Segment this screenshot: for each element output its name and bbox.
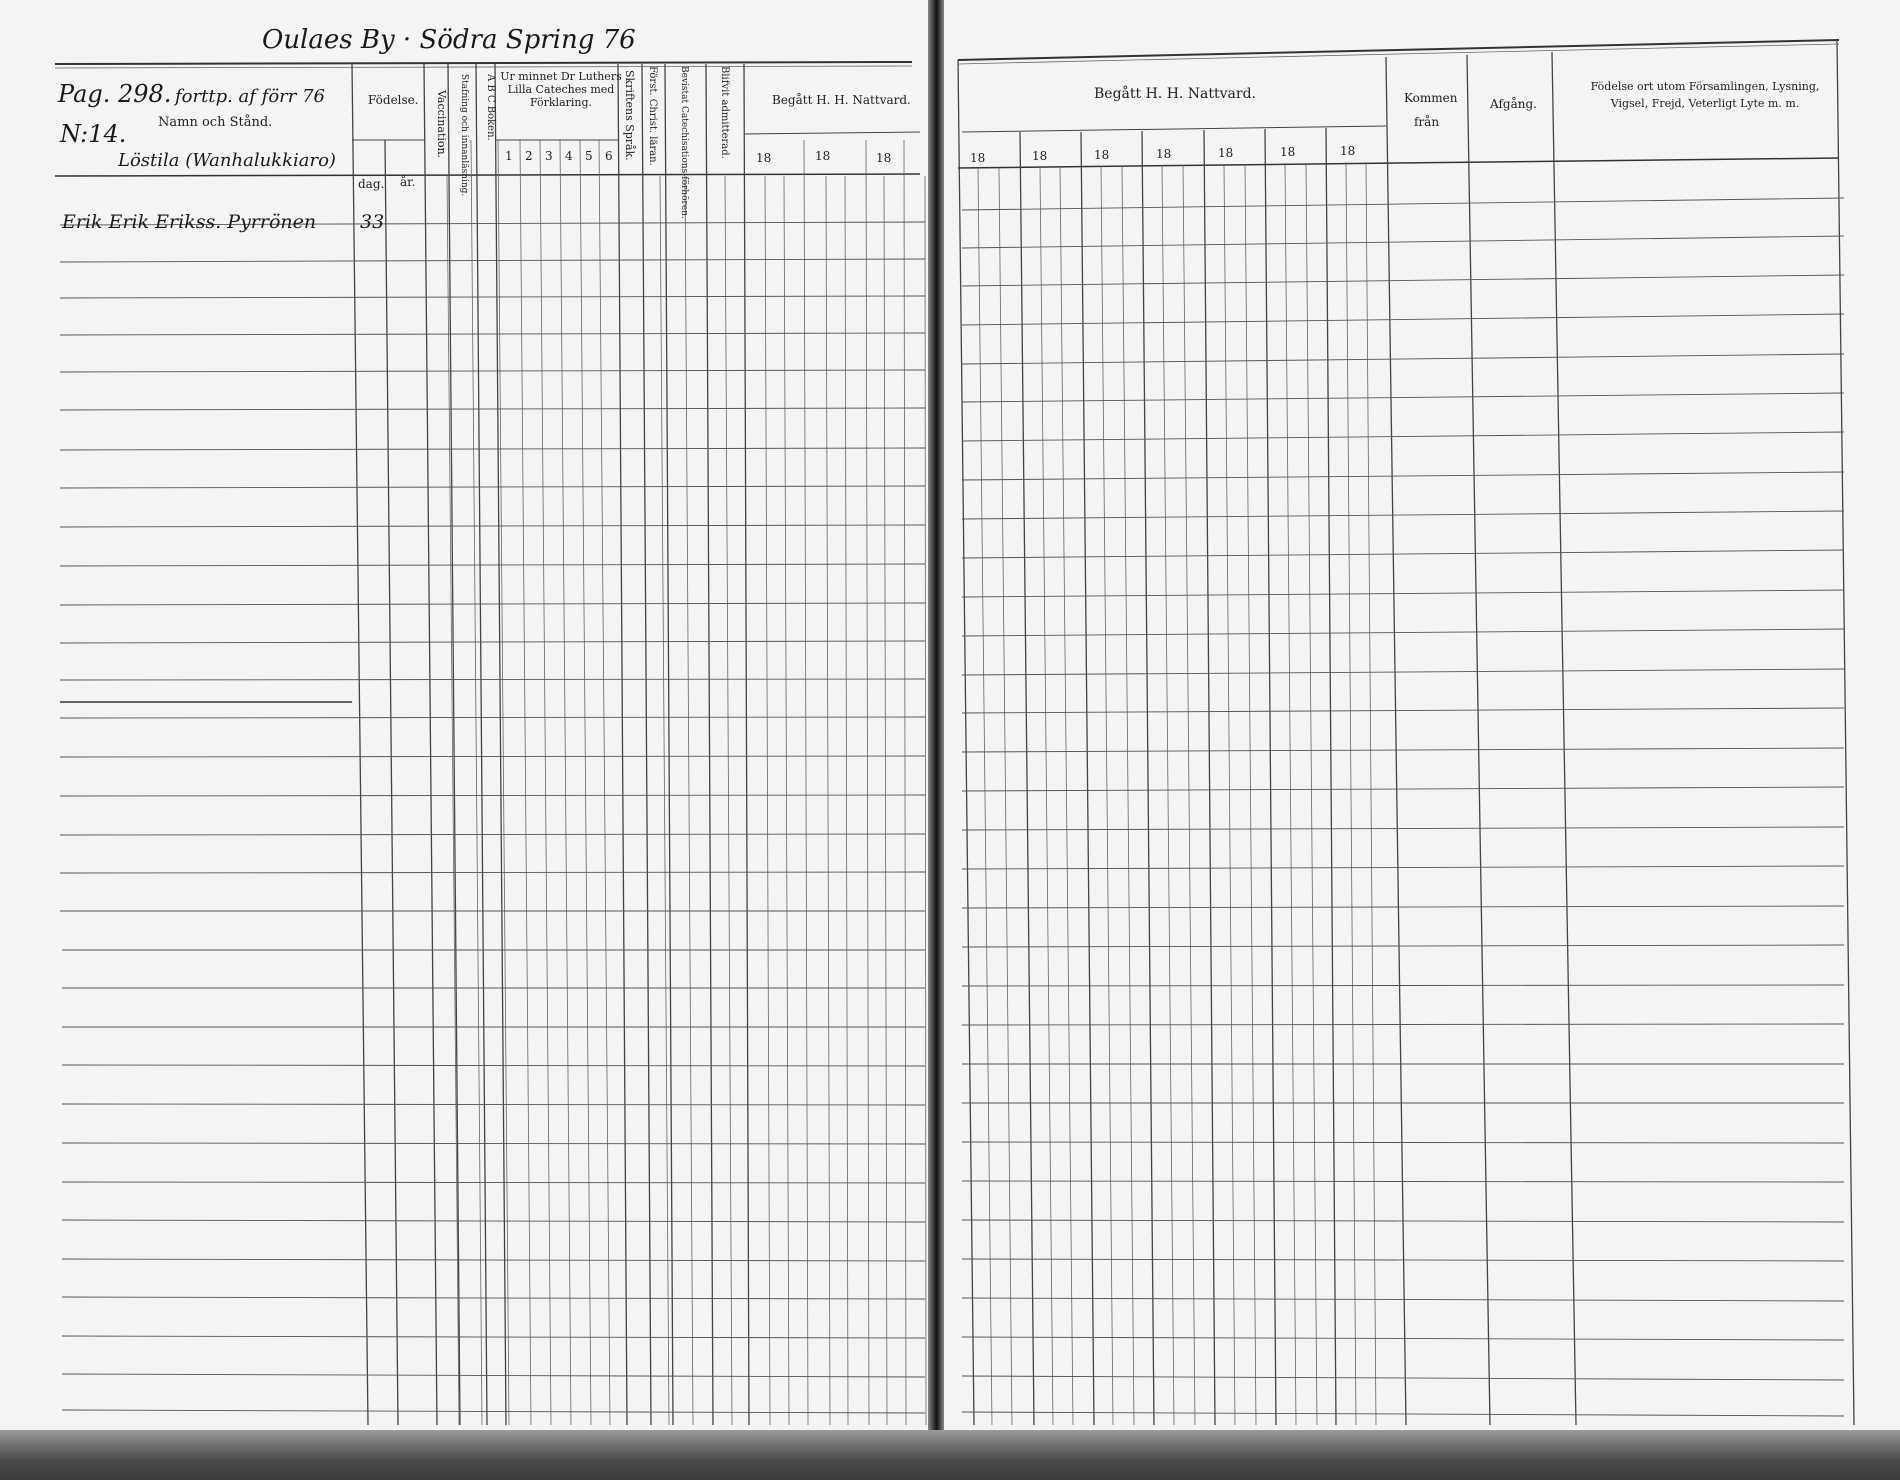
right-page [944, 0, 1900, 1445]
year-prefix-right-3: 18 [1094, 148, 1110, 162]
col-stafning: Stafning och innanläsning. [459, 74, 469, 197]
catechism-num-2: 2 [525, 149, 533, 163]
moved-note: forttp. af förr 76 [175, 86, 325, 107]
col-fodelse: Födelse. [368, 93, 419, 107]
col-nattvard-right: Begått H. H. Nattvard. [1094, 86, 1257, 102]
year-prefix-right-4: 18 [1156, 147, 1172, 161]
catechism-num-6: 6 [605, 149, 613, 163]
year-prefix-left-2: 18 [815, 149, 831, 163]
house-number: N:14. [60, 120, 127, 148]
year-prefix-left-3: 18 [876, 151, 892, 165]
col-dag: dag. [358, 177, 385, 191]
catechism-num-4: 4 [565, 149, 573, 163]
book-spine [928, 0, 944, 1480]
year-prefix-left-1: 18 [756, 151, 772, 165]
year-prefix-right-6: 18 [1280, 145, 1296, 159]
title-handwritten: Oulaes By · Södra Spring 76 [262, 25, 636, 55]
col-ar: år. [400, 175, 416, 189]
col-nattvard-left: Begått H. H. Nattvard. [772, 93, 911, 107]
col-forst-christ: Först. Christ. läran. [647, 66, 658, 166]
catechism-num-3: 3 [545, 149, 553, 163]
year-prefix-right-2: 18 [1032, 149, 1048, 163]
book-bottom-edge [0, 1430, 1900, 1480]
year-prefix-right-5: 18 [1218, 146, 1234, 160]
entry-name: Erik Erik Erikss. Pyrrönen [62, 211, 317, 233]
catechism-num-5: 5 [585, 149, 593, 163]
page-ref: Pag. 298. [58, 80, 172, 108]
year-prefix-right-1: 18 [970, 151, 986, 165]
col-skriftens-sprak: Skriftens Språk. [623, 70, 636, 161]
col-catechism: Ur minnet Dr Luthers Lilla Cateches med Förklaring. [500, 70, 622, 109]
entry-born: 33 [360, 211, 385, 233]
left-page [0, 0, 928, 1445]
catechism-num-1: 1 [505, 149, 513, 163]
col-fran: från [1414, 115, 1440, 129]
col-vaccination: Vaccination. [435, 90, 448, 159]
col-blifvit: Blifvit admitterad. [719, 66, 730, 159]
col-abc: A B C Boken. [485, 74, 496, 141]
holding-note: Löstila (Wanhalukkiaro) [118, 150, 336, 171]
col-kommen: Kommen [1404, 91, 1458, 105]
col-afgang: Afgång. [1490, 97, 1537, 111]
name-header: Namn och Stånd. [158, 115, 273, 130]
col-bevistat: Bevistat Catechisations-förhören. [679, 66, 689, 219]
col-remarks: Födelse ort utom Församlingen, Lysning, Vigsel, Frejd, Veterligt Lyte m. m. [1590, 80, 1820, 110]
year-prefix-right-7: 18 [1340, 144, 1356, 158]
